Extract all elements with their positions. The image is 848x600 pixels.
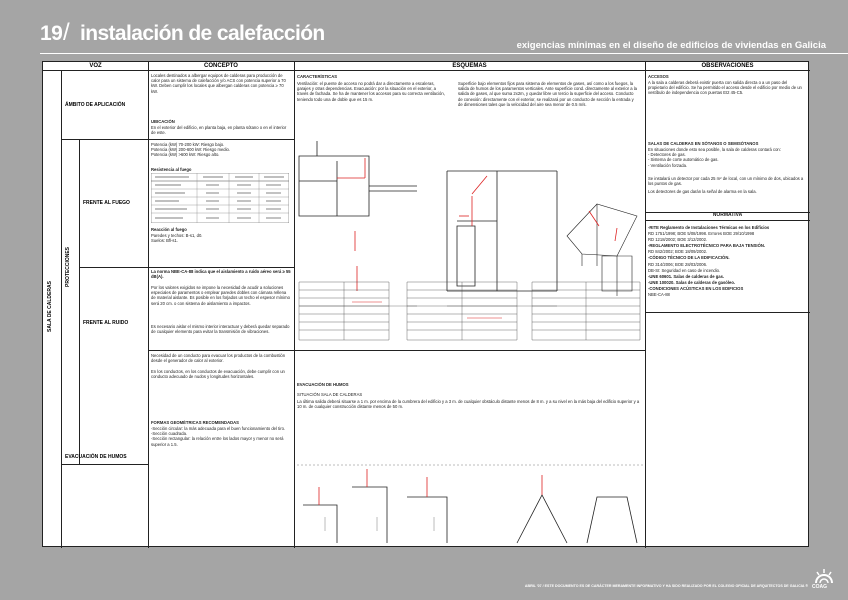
title-slash: / bbox=[63, 19, 70, 46]
potencia-list: Potencia (kW) 70-200 kW: Riesgo bajo. Potencia (kW) 200-600 kW: Riesgo medio. Potencia (kW) >600 kW: Riesgo alto. bbox=[151, 142, 231, 158]
ambito-text: Locales destinados a albergar equipos de calderas para producción de calor para un sistema de calefacción y/o ACS con potencia superior a 70 kW. Deben cumplir los locales que albergan calderas con potencia ≥ 70 kW. bbox=[151, 73, 286, 94]
row-label-ruido: FRENTE AL RUIDO bbox=[83, 320, 129, 326]
title-divider bbox=[40, 53, 848, 54]
row-label-ambito: ÁMBITO DE APLICACIÓN bbox=[65, 102, 126, 108]
col-header-concepto: CONCEPTO bbox=[148, 62, 294, 71]
chimney-diagrams bbox=[297, 457, 643, 545]
ruido-text-1: Por los valores exigidos se impone la necesidad de acudir a soluciones especiales de paramentos o emplear paredes dobles con cámara rellena de material aislante. Es posible en los forjados un techo el espesor mínimo será 20 cm. o con sistema de aislamiento a impactos. bbox=[151, 285, 290, 306]
row-label-evacuacion: EVACUACIÓN DE HUMOS bbox=[65, 454, 127, 460]
ubicacion-title: UBICACIÓN bbox=[151, 119, 175, 124]
ubicacion-text: En el exterior del edificio, en planta baja, en planta sótano o en el interior de este. bbox=[151, 125, 287, 136]
accesos-text: A la sala a calderas deberá existir puerta con salida directa o a un paso del propietario del edificio. Se ha permitido el acceso desde el edificio por medio de un vestíbulo de independencia con puertas EI2 45-C5. bbox=[648, 80, 802, 96]
divider bbox=[79, 139, 80, 464]
sotanos-title: SALAS DE CALDERAS EN SÓTANOS O SEMISÓTANOS bbox=[648, 141, 759, 146]
section-number: 19 bbox=[40, 22, 63, 45]
row-label-protecciones: PROTECCIONES bbox=[65, 246, 71, 287]
col-header-esquemas: ESQUEMAS bbox=[294, 62, 645, 71]
reaccion-values: Paredes y techos: B-s1, d0. Suelos: Bfl-s1. bbox=[151, 233, 203, 244]
page-header bbox=[0, 0, 848, 52]
col-header-observaciones: OBSERVACIONES bbox=[645, 62, 810, 71]
dimension-tables bbox=[297, 280, 643, 348]
divider bbox=[148, 267, 294, 268]
detector-text: Se instalará un detector por cada 25 m² de local, con un mínimo de dos, ubicados a los puntos de gas. bbox=[648, 176, 804, 187]
evac-esquema-text: La última salida deberá situarse a 1 m. por encima de la cumbrera del edificio y a 3 m. de cualquier obstáculo distante menos de 8 m. y a su nivel en la más baja del edificio superior y a 10 m. de cualquier construcción distante menos de 50 m. bbox=[297, 399, 640, 410]
evacuacion-text-2: En los conductos, en los conductos de evacuación, debe cumplir con un conducto adecuado de nudos y longitudes horizontales. bbox=[151, 369, 285, 380]
normativa-title: NORMATIVA bbox=[712, 213, 743, 218]
normativa-list: -RITE Reglamento de Instalaciones Térmicas en los Edificios RD 1751/1998; BOE 5/08/1998. Errores BOE 29/10/1998 RD 1218/2002; BOE 3/12/2002. -REGLAMENTO ELECTROTÉCNICO PARA BAJA TENSIÓN. RD 842/2002; BOE 18/09/2002. -CÓDIGO TÉCNICO DE LA EDIFICACIÓN. RD 314/2006; BOE 28/03/2006. DB-SI: Seguridad en caso de incendio. -UNE 60601. Salas de calderas de gas. -UNE 100020. Salas de calderas de gasóleo. -CONDICIONES ACÚSTICAS EN LOS EDIFICIOS NBE-CA-88 bbox=[648, 225, 770, 298]
divider bbox=[148, 139, 294, 140]
divider bbox=[79, 267, 149, 268]
ventilacion-text: Superficie bajo elementos fijos para sistema de elementos de gases, así como a los fuegos, la salida de humos de los paramentos verticales. Ante superficie cond. directamente al exterior a la salida de gases, al que suma 2x2m, y quedar libre un tercio la superficie del acceso. Conducto de conexión: directamente con el exterior, se realizará por un conducto de sección la entrada y de dimensiones tales que la velocidad del aire sea menor de 0.5 m/s. bbox=[458, 81, 637, 107]
content-sheet bbox=[42, 61, 809, 547]
divider bbox=[61, 139, 149, 140]
sotanos-list: En situaciones donde esto sea posible, la sala de calderas contará con: - Detectores de gas. - Sistema de corte automático de gas. - Ventilación forzada. bbox=[648, 147, 781, 168]
page-title: instalación de calefacción bbox=[80, 22, 325, 45]
divider bbox=[61, 71, 62, 548]
coag-logo-text: COAG bbox=[812, 584, 827, 590]
caracteristicas-text: Ventilación: el puente de acceso no podrá dar a directamente a escaleras, garajes y otras dependencias. Evacuación: por la situación en el exterior, a través de fachada. Se ha de mantener los accesos para su correcta ventilación, teniendo todo una de doble que es 15 m. bbox=[297, 81, 445, 102]
divider bbox=[645, 312, 810, 313]
divider bbox=[645, 62, 646, 548]
reaccion-title: Reacción al fuego bbox=[151, 227, 187, 232]
evac-esquema-subtitle: SITUACIÓN SALA DE CALDERAS bbox=[297, 392, 363, 397]
divider bbox=[148, 350, 294, 351]
caracteristicas-title: CARACTERÍSTICAS bbox=[297, 74, 338, 79]
divider bbox=[294, 62, 295, 548]
accesos-title: ACCESOS bbox=[648, 74, 669, 79]
ruido-text-2: Es necesario aislar el mismo interior interactuar y deberá quedar separado de cualquier elemento para evitar la transmisión de vibraciones. bbox=[151, 324, 290, 335]
formas-list: -Sección circular: la más adecuada para el buen funcionamiento del tiro. -Sección cuadrada. -Sección rectangular: la relación entre los lados mayor y menor no será superior a 1.5. bbox=[151, 426, 286, 447]
resistencia-table bbox=[151, 173, 289, 223]
divider bbox=[294, 350, 645, 351]
divider bbox=[148, 62, 149, 548]
ruido-title: La norma NBE-CA-88 indica que el aislamiento a ruido aéreo será ≥ 55 dB(A). bbox=[151, 269, 291, 280]
page-subtitle: exigencias mínimas en el diseño de edificios de viviendas en Galicia bbox=[516, 40, 826, 51]
footer-disclaimer: ABRIL '07 / ESTE DOCUMENTO ES DE CARÁCTER MERAMENTE INFORMATIVO Y HA SIDO REALIZADO POR EL COLEGIO OFICIAL DE ARQUITECTOS DE GALICIA ® bbox=[524, 584, 808, 588]
evacuacion-text-1: Necesidad de un conducto para evacuar los productos de la combustión desde el generador de calor al exterior. bbox=[151, 353, 286, 364]
row-label-sala-calderas: SALA DE CALDERAS bbox=[47, 281, 53, 332]
divider bbox=[61, 464, 149, 465]
resistencia-title: Resistencia al fuego bbox=[151, 167, 192, 172]
formas-title: FORMAS GEOMÉTRICAS RECOMENDADAS bbox=[151, 420, 239, 425]
divider bbox=[645, 220, 810, 221]
evac-esquema-title: EVACUACIÓN DE HUMOS bbox=[297, 382, 349, 387]
col-header-voz: VOZ bbox=[43, 62, 148, 71]
detector-text-2: Los detectores de gas darán la señal de alarma en la sala. bbox=[648, 189, 757, 194]
row-label-fuego: FRENTE AL FUEGO bbox=[83, 200, 130, 206]
